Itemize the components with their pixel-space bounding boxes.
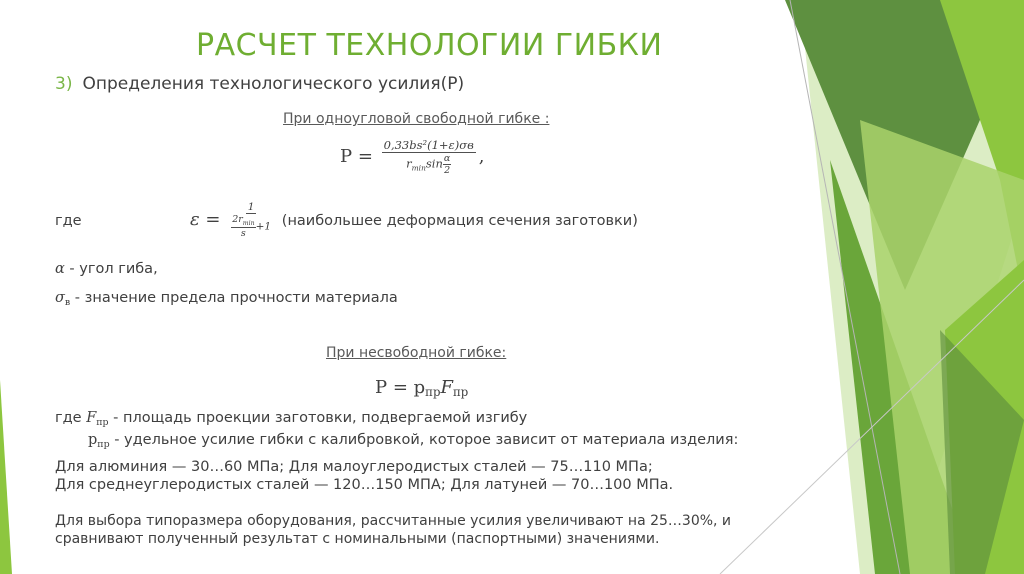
materials-line-2: Для среднеуглеродистых сталей — 120…150 МПА; Для латуней — 70…100 МПа. [55,477,674,493]
formula1-numerator: 0,33bs²(1+ε)σв [383,138,474,152]
p-text: - удельное усилие гибки с калибровкой, которое зависит от материала изделия: [109,432,739,448]
p-sub: пр [97,439,110,450]
epsilon-fraction [229,201,273,239]
selection-line-2: сравнивают полученный результат с номинальными (паспортными) значениями. [55,531,660,547]
formula1-comma: , [478,146,485,167]
two-den: 2 [444,165,451,176]
formula3-p-sub: пр [425,385,441,399]
where-F-line [55,410,527,428]
two-r-over-s [231,214,255,239]
where-p-line [88,432,738,450]
epsilon-numerator: 1 [247,201,255,213]
where-label-1: где [55,213,82,229]
sigma-symbol: σ [55,290,65,306]
p-symbol: p [88,432,98,448]
epsilon-lhs: ε = [190,209,227,230]
two-r-sub: min [242,220,255,227]
free-bend-heading: При одноугловой свободной гибке : [283,111,550,127]
plus-one: +1 [255,220,272,233]
materials-line-1: Для алюминия — 30…60 МПа; Для малоуглеродистых сталей — 75…110 МПа; [55,459,653,475]
free-bend-formula [340,138,485,176]
where-label-2: где [55,410,87,426]
selection-line-1: Для выбора типоразмера оборудования, рассчитанные усилия увеличивают на 25…30%, и [55,513,732,529]
epsilon-denominator [229,214,273,239]
nonfree-bend-heading: При несвободной гибке: [326,345,507,361]
formula1-lhs: P = [340,146,379,167]
left-edge-triangle [0,380,12,574]
denominator-sin: sin [425,156,443,171]
F-text: - площадь проекции заготовки, подвергаемой изгибу [108,410,528,426]
section-number: 3) [55,74,73,94]
alpha-num: α [443,153,451,164]
slide-title: РАСЧЕТ ТЕХНОЛОГИИ ГИБКИ [196,28,663,63]
F-sub: пр [96,417,109,428]
denominator-r: r [406,156,412,171]
sigma-text: - значение предела прочности материала [70,290,398,306]
formula3-F-sub: пр [452,385,469,399]
section-text: Определения технологического усилия(P) [82,74,465,94]
nonfree-bend-formula [375,377,468,399]
formula1-fraction [382,138,476,176]
alpha-over-two [443,153,451,176]
formula3-lhs: P = p [375,377,426,398]
alpha-definition [55,261,158,277]
denominator-r-sub: min [411,163,426,173]
s-den: s [240,228,246,239]
alpha-text: - угол гиба, [64,261,158,277]
epsilon-description: (наибольшее деформация сечения заготовки) [281,213,638,229]
section-heading [55,74,464,94]
sigma-definition [55,290,398,308]
epsilon-formula [190,201,638,239]
formula1-denominator [404,153,453,176]
formula3-F: F [440,377,453,398]
F-symbol: F [86,410,97,426]
two-r: 2r [232,214,243,225]
sigma-sub: в [64,297,71,308]
alpha-symbol: α [55,261,65,277]
